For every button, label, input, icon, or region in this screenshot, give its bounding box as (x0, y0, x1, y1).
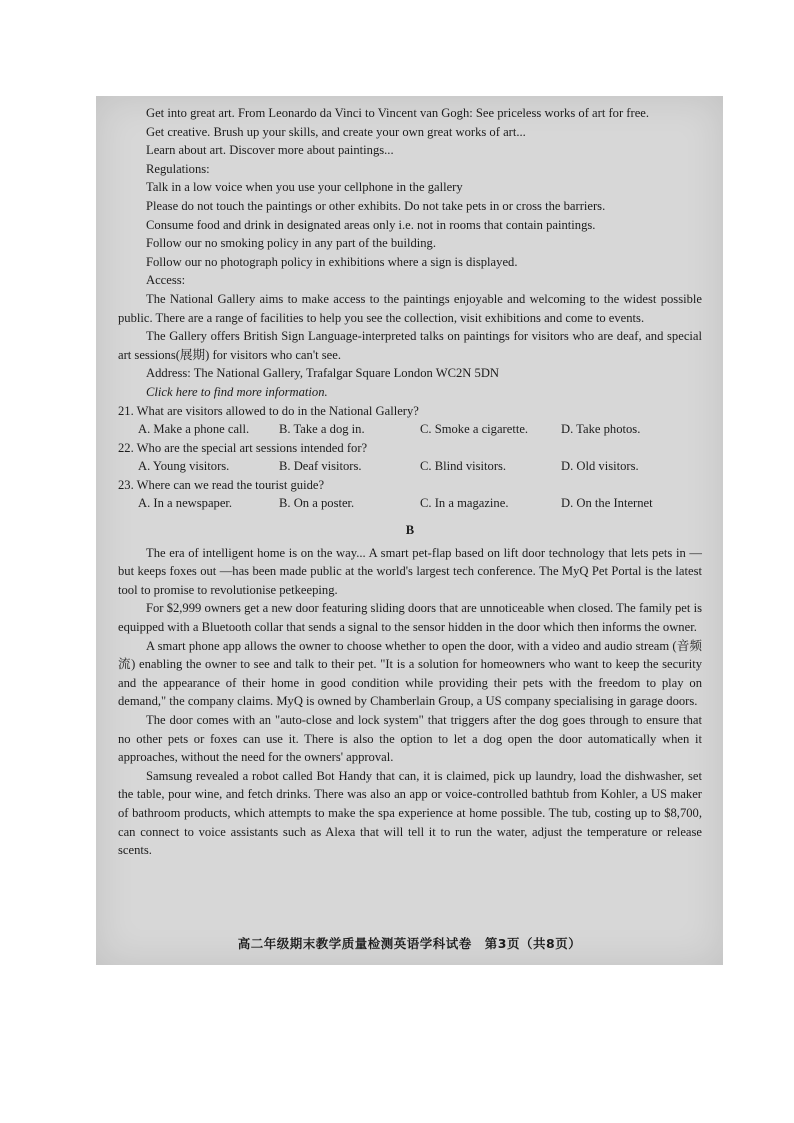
option-c[interactable]: C. Smoke a cigarette. (420, 422, 529, 437)
gallery-address: Address: The National Gallery, Trafalgar Square London WC2N 5DN (146, 366, 500, 381)
text-line: Learn about art. Discover more about paintings... (146, 143, 394, 158)
regulations-heading: Regulations: (146, 161, 210, 176)
question-22 (118, 439, 702, 476)
option-a[interactable]: A. In a newspaper. (138, 496, 233, 511)
passage-b-paragraph: For $2,999 owners get a new door featuring sliding doors that are unnoticeable when closed. The family pet is equipped with a Bluetooth collar that sends a signal to the sensor hidden in the door which then informs the owner. (118, 601, 702, 635)
question-stem: 21. What are visitors allowed to do in the National Gallery? (118, 403, 419, 418)
passage-b-paragraph: The door comes with an "auto-close and lock system" that triggers after the dog goes through to ensure that no other pets or foxes can use it. There is also the option to let a dog open the door automatically when it approaches, without the need for the owners' approval. (118, 713, 702, 765)
regulation-item: Consume food and drink in designated areas only i.e. not in rooms that contain paintings. (146, 217, 596, 232)
access-paragraph: The National Gallery aims to make access to the paintings enjoyable and welcoming to the widest possible public. There are a range of facilities to help you see the collection, visit exhibitions and come to events. (118, 291, 702, 325)
question-stem: 23. Where can we read the tourist guide? (118, 477, 325, 492)
passage-b-paragraph: The era of intelligent home is on the way... A smart pet-flap based on lift door technology that lets pets in — but keeps foxes out —has been made public at the world's largest tech conference. The MyQ Pet Portal is the latest tool to promise to revolutionise petkeeping. (118, 545, 702, 597)
option-b[interactable]: B. Deaf visitors. (279, 459, 362, 474)
question-stem: 22. Who are the special art sessions intended for? (118, 440, 368, 455)
option-c[interactable]: C. In a magazine. (420, 496, 509, 511)
page-content (118, 104, 702, 860)
more-info-link[interactable]: Click here to find more information. (146, 384, 328, 399)
regulation-item: Follow our no photograph policy in exhibitions where a sign is displayed. (146, 254, 518, 269)
answer-options (118, 420, 702, 439)
passage-b-paragraph: A smart phone app allows the owner to choose whether to open the door, with a video and audio stream (音频流) enabling the owner to see and talk to their pet. "It is a solution for homeowners who want to keep the security and the appearance of their home in good condition while providing their pets with the freedom to play on demand," the company claims. MyQ is owned by Chamberlain Group, a US company specialising in garage doors. (118, 638, 702, 709)
option-d[interactable]: D. Take photos. (561, 422, 641, 437)
regulation-item: Talk in a low voice when you use your cellphone in the gallery (146, 180, 463, 195)
answer-options (118, 494, 702, 513)
section-b-heading: B (405, 523, 415, 538)
text-line: Get into great art. From Leonardo da Vinci to Vincent van Gogh: See priceless works of art for free. (146, 106, 650, 120)
question-23 (118, 476, 702, 513)
regulation-item: Follow our no smoking policy in any part of the building. (146, 236, 436, 251)
option-d[interactable]: D. On the Internet (561, 496, 653, 511)
option-b[interactable]: B. On a poster. (279, 496, 355, 511)
regulation-item: Please do not touch the paintings or other exhibits. Do not take pets in or cross the barriers. (146, 198, 606, 213)
passage-b (118, 544, 702, 860)
exam-page (96, 96, 723, 965)
option-a[interactable]: A. Make a phone call. (138, 422, 250, 437)
passage-a (118, 104, 702, 402)
answer-options (118, 457, 702, 476)
option-b[interactable]: B. Take a dog in. (279, 422, 365, 437)
question-21 (118, 402, 702, 439)
sign-language-paragraph: The Gallery offers British Sign Language-interpreted talks on paintings for visitors who are deaf, and special art sessions(展期) for visitors who can't see. (118, 329, 702, 362)
page-footer: 高二年级期末教学质量检测英语学科试卷 第3页（共8页） (237, 936, 582, 951)
access-heading: Access: (146, 273, 186, 288)
text-line: Get creative. Brush up your skills, and create your own great works of art... (146, 124, 526, 139)
option-c[interactable]: C. Blind visitors. (420, 459, 507, 474)
passage-b-paragraph: Samsung revealed a robot called Bot Handy that can, it is claimed, pick up laundry, load the dishwasher, set the table, pour wine, and fetch drinks. There was also an app or voice-controlled bathtub from Kohler, a US maker of bathroom products, which attempts to make the spa experience at home possible. The tub, costing up to $8,700, can connect to voice assistants such as Alexa that will tell it to run the water, adjust the temperature or release scents. (118, 768, 702, 858)
option-d[interactable]: D. Old visitors. (561, 459, 639, 474)
option-a[interactable]: A. Young visitors. (138, 459, 230, 474)
